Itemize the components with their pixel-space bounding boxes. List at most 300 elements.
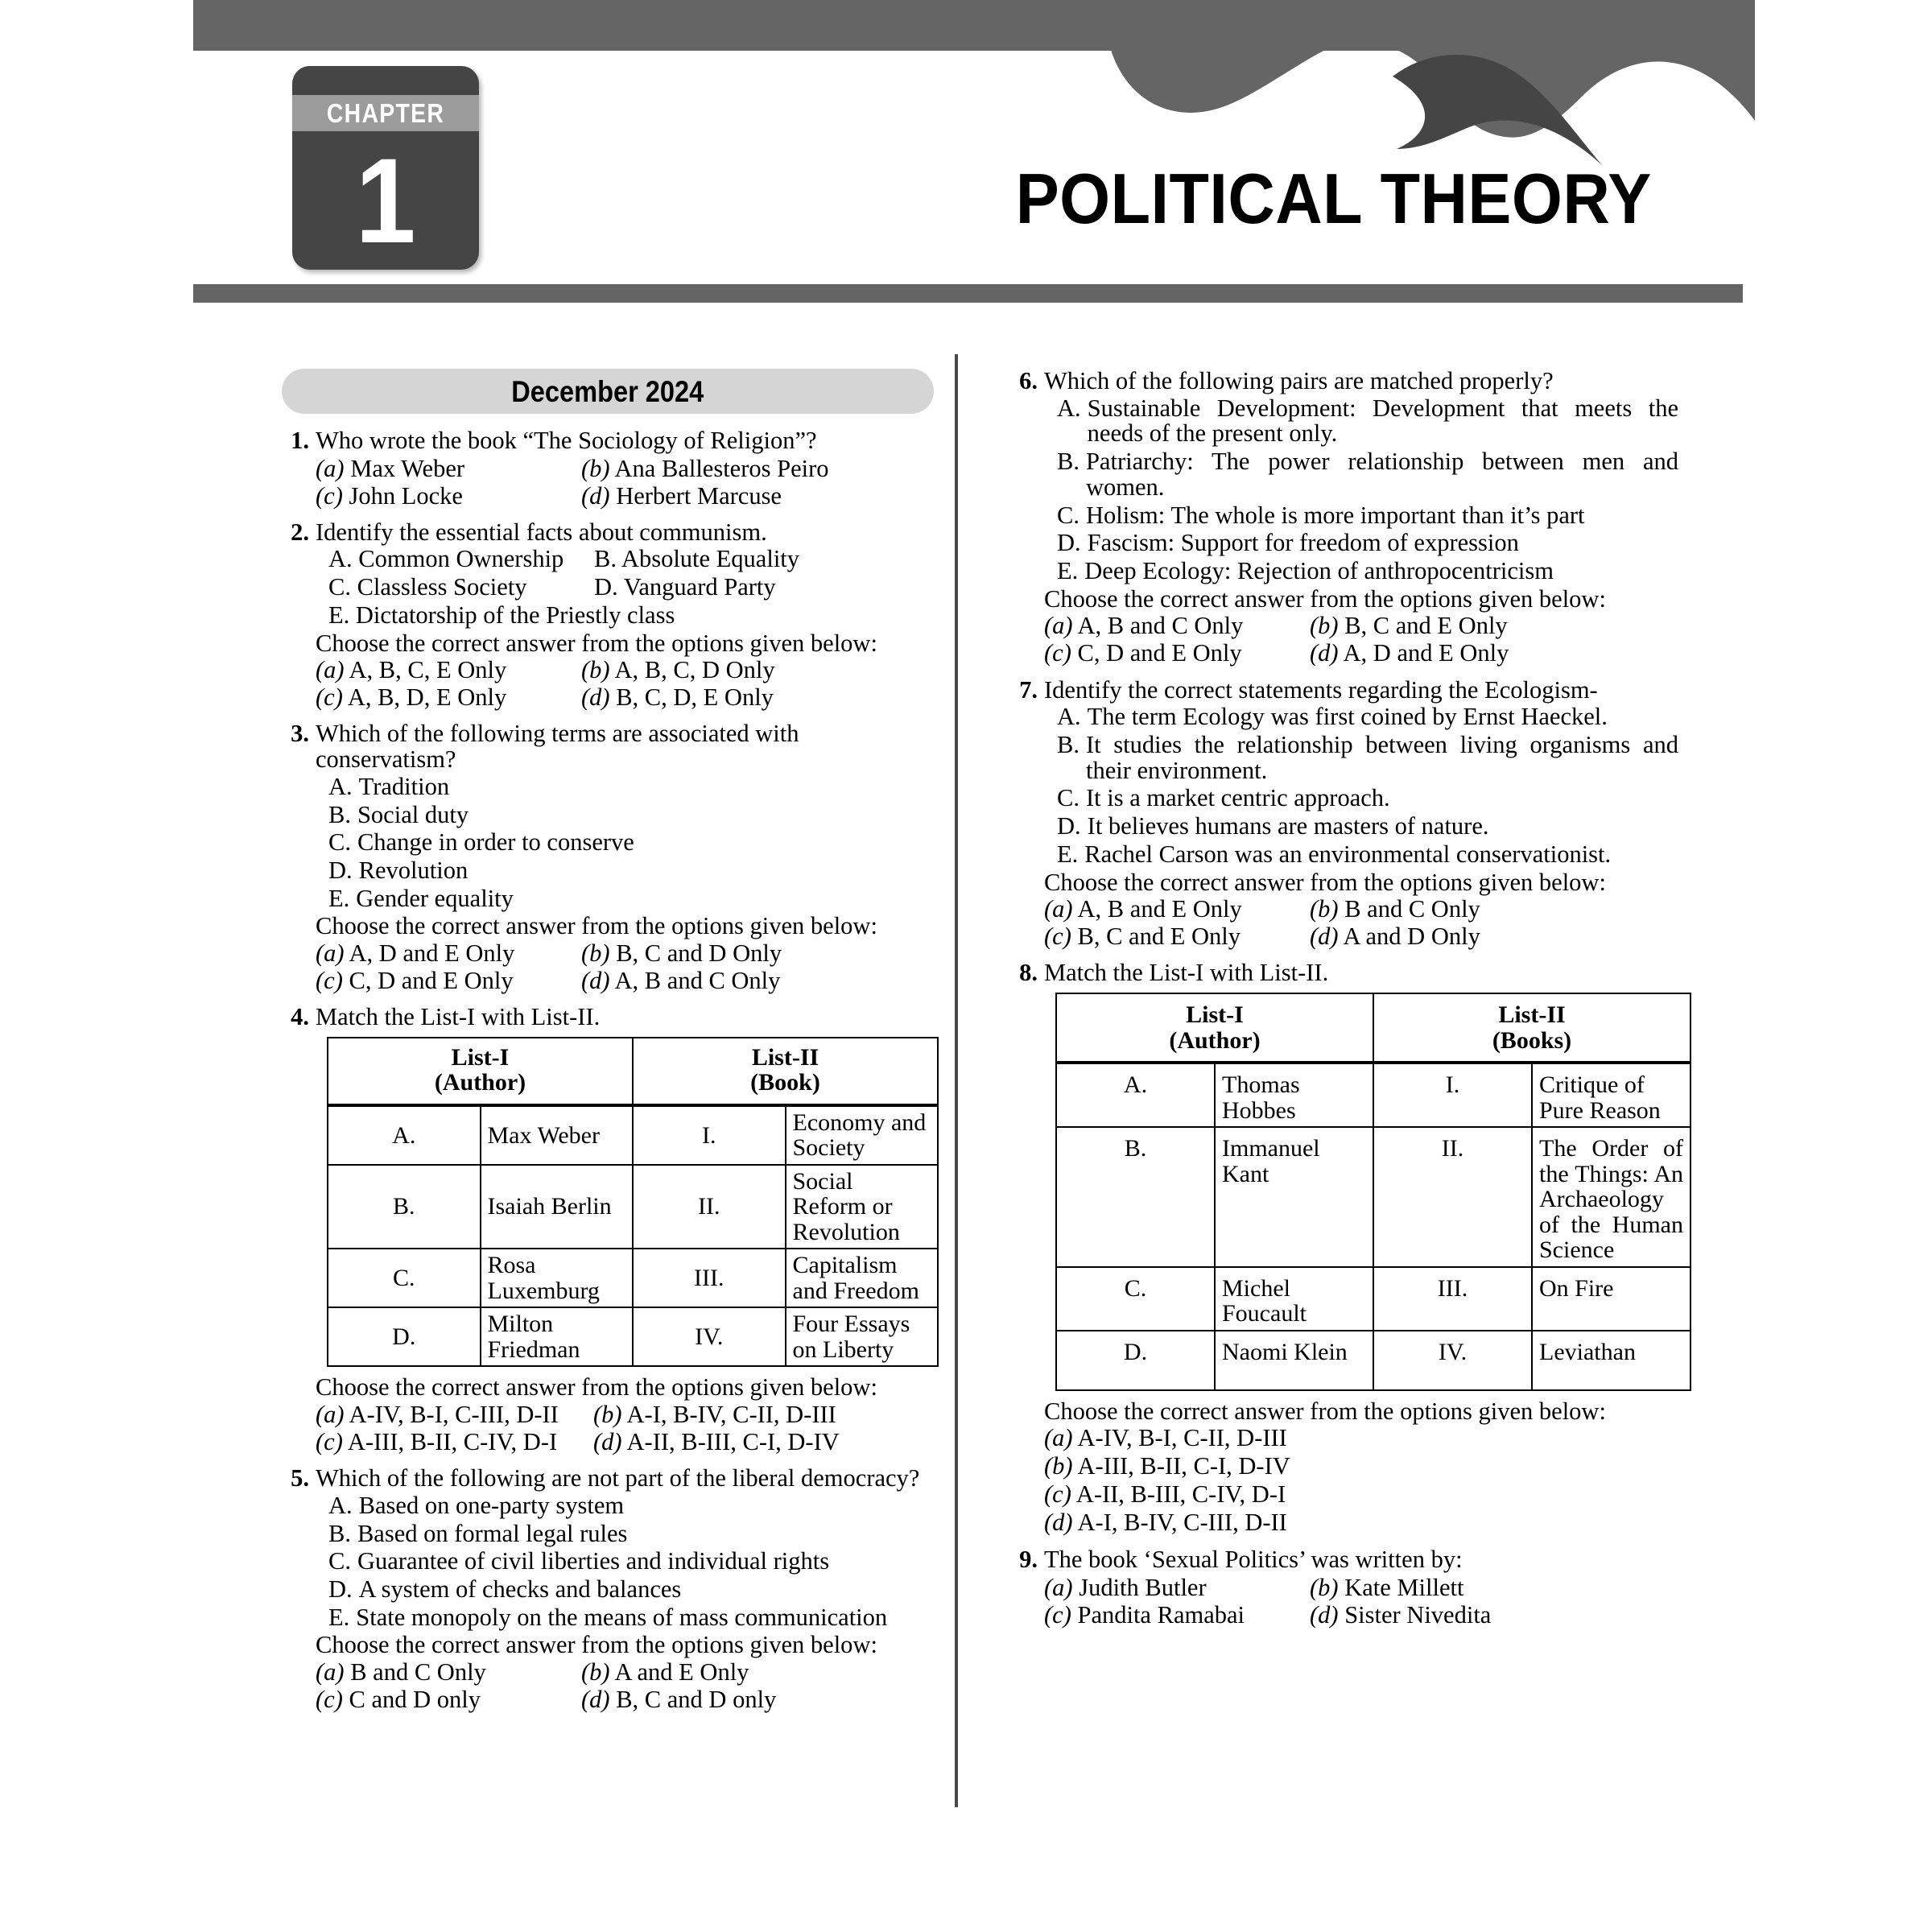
option-key: (c) (316, 481, 343, 510)
option-key: (d) (1044, 1509, 1073, 1537)
row-key: C. (328, 1249, 481, 1307)
header-line-1: List-II (751, 1043, 819, 1071)
statement-text: Fascism: Support for freedom of expression (1087, 529, 1519, 557)
option-text: Kate Millett (1344, 1573, 1464, 1601)
chapter-badge (292, 66, 479, 270)
statement-c (328, 1549, 942, 1575)
choose-instruction: Choose the correct answer from the options given below: (316, 912, 877, 940)
question-stem: Which of the following are not part of the liberal democracy? (316, 1464, 920, 1492)
statement-key: C. (328, 573, 351, 601)
option-text: Judith Butler (1079, 1573, 1207, 1601)
option-text: B, C and E Only (1077, 923, 1241, 951)
match-table-q8 (1055, 993, 1691, 1391)
statement-text: Patriarchy: The power relationship between men and women. (1085, 448, 1678, 501)
option-d[interactable] (581, 1686, 942, 1712)
statement-b (328, 800, 942, 828)
option-row (316, 1686, 942, 1712)
option-row (316, 968, 942, 993)
statement-list (1057, 704, 1678, 867)
option-key: (a) (316, 1401, 345, 1429)
option-b[interactable] (1044, 1453, 1691, 1480)
option-row (1044, 613, 1678, 638)
option-text: A, B and C Only (614, 967, 781, 995)
option-key: (a) (316, 1658, 345, 1686)
statement-list (328, 774, 942, 912)
row-author: Isaiah Berlin (481, 1165, 634, 1249)
statement-key: D. (328, 1575, 353, 1603)
statement-b (594, 547, 942, 572)
option-key: (b) (1310, 895, 1339, 923)
option-text: B, C and E Only (1344, 612, 1508, 640)
question-3 (282, 721, 942, 995)
table-row (1056, 1267, 1690, 1331)
table-header-list-2 (1373, 993, 1690, 1063)
page-header (0, 0, 1932, 314)
table-row (328, 1105, 938, 1165)
option-text: A, D and E Only (349, 939, 515, 968)
option-key: (d) (1310, 639, 1339, 667)
statement-key: C. (328, 1547, 351, 1575)
row-roman: I. (1373, 1063, 1532, 1127)
option-row (1044, 923, 1678, 949)
option-d[interactable] (581, 968, 942, 993)
statement-a (328, 547, 594, 572)
row-book: Economy and Society (786, 1105, 939, 1165)
option-key: (b) (581, 454, 610, 482)
option-row (316, 657, 942, 683)
statement-d (594, 575, 942, 601)
question-stem: Match the List-I with List-II. (1044, 959, 1329, 987)
statement-key: A. (1057, 394, 1081, 422)
option-text: A and E Only (614, 1658, 749, 1686)
statement-key: B. (328, 800, 351, 828)
statement-a (1057, 704, 1678, 730)
option-text: A, B, C, D Only (614, 656, 775, 684)
row-key: D. (328, 1307, 481, 1366)
row-author: Michel Foucault (1215, 1267, 1373, 1331)
statement-a (328, 1493, 942, 1519)
choose-instruction: Choose the correct answer from the options given below: (316, 629, 877, 657)
table-header-row (328, 1038, 938, 1105)
question-stem: Who wrote the book “The Sociology of Religion”? (316, 427, 817, 454)
option-text: A and D Only (1343, 923, 1480, 951)
table-row (328, 1165, 938, 1249)
statement-d (328, 1577, 942, 1603)
statement-b (1057, 449, 1678, 500)
option-key: (a) (316, 939, 345, 968)
option-a[interactable] (1044, 613, 1310, 638)
statement-text: It believes humans are masters of nature. (1087, 812, 1489, 840)
statement-text: Common Ownership (358, 545, 564, 573)
row-author: Rosa Luxemburg (481, 1249, 634, 1307)
option-a[interactable] (1044, 1575, 1310, 1600)
row-author: Max Weber (481, 1105, 634, 1165)
question-stem: Identify the essential facts about communism. (316, 518, 767, 546)
option-text: A, B and C Only (1077, 612, 1244, 640)
table-header-list-2 (633, 1038, 938, 1105)
option-row (316, 483, 942, 509)
option-key: (b) (1310, 1573, 1339, 1601)
option-text: B and C Only (1344, 895, 1480, 923)
option-row (1044, 1575, 1678, 1600)
option-b[interactable] (1310, 896, 1678, 922)
header-line-2: (Author) (434, 1069, 526, 1096)
choose-instruction: Choose the correct answer from the options given below: (1044, 584, 1606, 613)
option-d[interactable] (581, 684, 942, 710)
option-key: (a) (1044, 1573, 1073, 1601)
statement-list (328, 1493, 942, 1631)
row-book: Social Reform or Revolution (786, 1165, 939, 1249)
chapter-label-band (292, 95, 479, 131)
statement-text: Gender equality (356, 884, 514, 912)
option-key: (a) (1044, 1424, 1073, 1452)
row-key: B. (1056, 1127, 1215, 1267)
statement-key: B. (1057, 730, 1080, 758)
statement-d (328, 858, 942, 884)
question-7 (1010, 675, 1678, 952)
option-row (316, 456, 942, 481)
statement-row (328, 603, 942, 629)
option-a[interactable] (316, 456, 581, 481)
option-a[interactable] (316, 1659, 581, 1685)
statement-key: E. (328, 1603, 350, 1631)
question-8 (1010, 959, 1683, 1538)
option-row (1044, 640, 1678, 666)
statement-key: C. (328, 828, 351, 857)
row-book: Four Essays on Liberty (786, 1307, 939, 1366)
table-row (1056, 1127, 1690, 1267)
statement-key: E. (328, 601, 350, 629)
table-row (1056, 1331, 1690, 1390)
header-line-1: List-II (1498, 1001, 1566, 1028)
statement-text: State monopoly on the means of mass communication (356, 1603, 888, 1631)
statement-text: It studies the relationship between living organisms and their environment. (1085, 730, 1678, 784)
option-c[interactable] (316, 1429, 593, 1455)
option-text: C, D and E Only (349, 967, 514, 995)
option-c[interactable] (1044, 923, 1310, 949)
statement-key: D. (594, 573, 618, 601)
statement-text: Holism: The whole is more important than it’s part (1085, 501, 1585, 529)
table-row (1056, 1063, 1690, 1127)
statement-text: Change in order to conserve (357, 828, 634, 857)
option-c[interactable] (316, 684, 581, 710)
question-number: 6. (1019, 367, 1038, 394)
option-text: Ana Ballesteros Peiro (614, 454, 829, 482)
option-b[interactable] (581, 456, 942, 481)
choose-instruction: Choose the correct answer from the options given below: (1044, 868, 1606, 896)
row-book: Capitalism and Freedom (786, 1249, 939, 1307)
row-book: Leviathan (1532, 1331, 1690, 1390)
question-number: 5. (291, 1464, 309, 1492)
statement-d (1057, 814, 1678, 840)
option-text: A-I, B-IV, C-III, D-II (1077, 1509, 1287, 1537)
option-text: A-IV, B-I, C-III, D-II (349, 1401, 559, 1429)
option-d[interactable] (1310, 640, 1678, 666)
statement-a (1057, 396, 1678, 447)
row-author: Milton Friedman (481, 1307, 634, 1366)
statement-key: C. (1057, 784, 1080, 812)
question-number: 8. (1019, 959, 1038, 987)
option-text: John Locke (349, 481, 463, 510)
row-book: Critique of Pure Reason (1532, 1063, 1690, 1127)
option-b[interactable] (581, 1659, 942, 1685)
option-key: (c) (316, 1428, 343, 1456)
question-1 (282, 428, 942, 510)
option-text: C and D only (349, 1686, 481, 1714)
table-header-list-1 (328, 1038, 633, 1105)
statement-key: D. (1057, 812, 1081, 840)
option-key: (d) (581, 481, 610, 510)
statement-key: E. (328, 884, 350, 912)
statement-e (328, 603, 942, 629)
option-b[interactable] (581, 657, 942, 683)
statement-text: Dictatorship of the Priestly class (355, 601, 675, 629)
statement-row (328, 575, 942, 601)
option-text: A-II, B-III, C-I, D-IV (626, 1428, 840, 1456)
question-6 (1010, 369, 1678, 668)
question-number: 7. (1019, 675, 1038, 704)
row-roman: II. (633, 1165, 786, 1249)
statement-c (1057, 503, 1678, 529)
option-c[interactable] (316, 483, 581, 509)
header-line-1: List-I (1186, 1001, 1244, 1028)
row-author: Immanuel Kant (1215, 1127, 1373, 1267)
row-book: On Fire (1532, 1267, 1690, 1331)
statement-text: Tradition (358, 772, 450, 800)
statement-b (1057, 730, 1678, 784)
statement-text: Rachel Carson was an environmental conservationist. (1084, 840, 1612, 868)
option-key: (b) (1310, 612, 1339, 640)
option-key: (b) (581, 1658, 610, 1686)
option-text: A-III, B-II, C-IV, D-I (347, 1428, 558, 1456)
statement-d (1057, 530, 1678, 556)
row-author: Naomi Klein (1215, 1331, 1373, 1390)
statement-e (1057, 559, 1678, 584)
question-number: 9. (1019, 1545, 1038, 1573)
header-line-2: (Author) (1169, 1026, 1261, 1054)
option-row (316, 940, 942, 966)
option-key: (a) (1044, 895, 1073, 923)
header-line-2: (Book) (750, 1069, 820, 1096)
statement-text: Based on formal legal rules (357, 1519, 628, 1547)
option-text: B, C and D only (616, 1686, 777, 1714)
question-stem: Identify the correct statements regarding the Ecologism- (1044, 675, 1598, 704)
option-row (316, 684, 942, 710)
statement-text: Social duty (357, 800, 469, 828)
statement-text: Absolute Equality (621, 545, 800, 573)
statement-key: B. (328, 1519, 351, 1547)
statement-key: A. (328, 545, 353, 573)
row-roman: I. (633, 1105, 786, 1165)
question-4 (282, 1005, 942, 1456)
statement-text: Deep Ecology: Rejection of anthropocentricism (1084, 557, 1554, 585)
statement-text: It is a market centric approach. (1085, 784, 1390, 812)
option-key: (a) (316, 656, 345, 684)
option-text: C, D and E Only (1077, 639, 1242, 667)
row-key: C. (1056, 1267, 1215, 1331)
option-key: (a) (316, 454, 345, 482)
row-roman: II. (1373, 1127, 1532, 1267)
month-heading-label: December 2024 (511, 374, 704, 408)
option-c[interactable] (1044, 1602, 1310, 1628)
month-heading-pill (282, 369, 934, 414)
statement-text: Revolution (358, 856, 469, 884)
option-text: A-I, B-IV, C-II, D-III (626, 1401, 836, 1429)
row-roman: III. (1373, 1267, 1532, 1331)
statement-text: Classless Society (357, 573, 527, 601)
statement-text: Vanguard Party (623, 573, 776, 601)
option-b[interactable] (1310, 1575, 1678, 1600)
statement-key: D. (328, 856, 353, 884)
statement-a (328, 774, 942, 800)
option-key: (d) (593, 1428, 622, 1456)
statement-e (1057, 842, 1678, 868)
option-a[interactable] (316, 1402, 593, 1427)
option-key: (c) (1044, 1480, 1071, 1509)
option-text: Pandita Ramabai (1077, 1600, 1245, 1629)
row-roman: IV. (1373, 1331, 1532, 1390)
question-9 (1010, 1547, 1678, 1629)
option-row (1044, 896, 1678, 922)
option-a[interactable] (316, 657, 581, 683)
row-roman: III. (633, 1249, 786, 1307)
option-text: A-III, B-II, C-I, D-IV (1077, 1452, 1290, 1480)
statement-b (328, 1521, 942, 1547)
header-line-1: List-I (451, 1043, 510, 1071)
option-row (316, 1429, 942, 1455)
statement-key: E. (1057, 840, 1079, 868)
option-key: (c) (1044, 923, 1071, 951)
row-author: Thomas Hobbes (1215, 1063, 1373, 1127)
option-d[interactable] (593, 1429, 942, 1455)
option-c[interactable] (316, 1686, 581, 1712)
statement-e (328, 886, 942, 912)
question-5 (282, 1466, 942, 1714)
row-key: A. (328, 1105, 481, 1165)
row-book: The Order of the Things: An Archaeology of the Human Science (1532, 1127, 1690, 1267)
header-line-2: (Books) (1492, 1026, 1572, 1054)
option-c[interactable] (1044, 640, 1310, 666)
row-key: A. (1056, 1063, 1215, 1127)
statement-key: A. (328, 772, 353, 800)
statement-e (328, 1605, 942, 1631)
choose-instruction: Choose the correct answer from the options given below: (316, 1631, 877, 1659)
option-text: A-IV, B-I, C-II, D-III (1077, 1424, 1287, 1452)
option-key: (d) (1310, 923, 1339, 951)
row-roman: IV. (633, 1307, 786, 1366)
option-text: Max Weber (350, 454, 465, 482)
question-number: 1. (291, 427, 309, 454)
option-key: (b) (581, 656, 610, 684)
option-text: B and C Only (350, 1658, 486, 1686)
statement-key: A. (1057, 703, 1081, 731)
option-text: A-II, B-III, C-IV, D-I (1075, 1480, 1286, 1509)
page-content (0, 354, 1932, 1884)
option-key: (d) (581, 1686, 610, 1714)
question-number: 4. (291, 1003, 309, 1031)
table-header-list-1 (1056, 993, 1373, 1063)
option-a[interactable] (1044, 896, 1310, 922)
question-stem: Which of the following terms are associated with conservatism? (316, 720, 799, 774)
option-text: B, C, D, E Only (616, 683, 774, 712)
option-d[interactable] (581, 483, 942, 509)
question-stem: Match the List-I with List-II. (316, 1003, 601, 1031)
statement-text: A system of checks and balances (358, 1575, 682, 1603)
right-column (1010, 354, 1683, 1635)
question-2 (282, 520, 942, 712)
option-key: (d) (581, 683, 610, 712)
chapter-number: 1 (355, 133, 416, 268)
question-number: 2. (291, 518, 309, 546)
option-c[interactable] (316, 968, 581, 993)
option-d[interactable] (1310, 1602, 1678, 1628)
row-key: B. (328, 1165, 481, 1249)
option-key: (b) (1044, 1452, 1073, 1480)
option-key: (c) (1044, 639, 1071, 667)
left-column (282, 354, 942, 1719)
option-d[interactable] (1044, 1509, 1691, 1536)
option-text: A, D and E Only (1343, 639, 1509, 667)
option-key: (c) (316, 967, 343, 995)
statement-key: E. (1057, 557, 1079, 585)
table-header-row (1056, 993, 1690, 1063)
option-a[interactable] (316, 940, 581, 966)
statement-key: D. (1057, 529, 1081, 557)
question-stem: Which of the following pairs are matched properly? (1044, 367, 1554, 394)
choose-instruction: Choose the correct answer from the options given below: (316, 1373, 877, 1402)
option-key: (b) (593, 1401, 622, 1429)
option-text: A, B, C, E Only (349, 656, 507, 684)
statement-c (1057, 786, 1678, 811)
row-key: D. (1056, 1331, 1215, 1390)
option-b[interactable] (593, 1402, 942, 1427)
page-title: POLITICAL THEORY (1015, 159, 1652, 238)
option-key: (b) (581, 939, 610, 968)
option-row (316, 1659, 942, 1685)
option-key: (c) (316, 683, 343, 712)
statement-text: Sustainable Development: Development that meets the needs of the present only. (1087, 394, 1678, 448)
statement-list (1057, 396, 1678, 584)
statement-key: B. (1057, 448, 1080, 476)
table-row (328, 1249, 938, 1307)
table-row (328, 1307, 938, 1366)
option-b[interactable] (1310, 613, 1678, 638)
option-row (1044, 1602, 1678, 1628)
question-stem: The book ‘Sexual Politics’ was written by: (1044, 1545, 1463, 1573)
option-c[interactable] (1044, 1481, 1691, 1508)
column-divider (955, 354, 958, 1807)
option-text: A, B and E Only (1077, 895, 1242, 923)
question-number: 3. (291, 720, 309, 748)
option-b[interactable] (581, 940, 942, 966)
option-key: (a) (1044, 612, 1073, 640)
option-d[interactable] (1310, 923, 1678, 949)
option-a[interactable] (1044, 1425, 1691, 1451)
statement-key: C. (1057, 501, 1080, 529)
statement-c (328, 575, 594, 601)
statement-c (328, 830, 942, 856)
option-key: (d) (1310, 1600, 1339, 1629)
choose-instruction: Choose the correct answer from the options given below: (1044, 1397, 1606, 1425)
statement-text: Based on one-party system (358, 1491, 625, 1519)
option-key: (c) (1044, 1600, 1071, 1629)
option-key: (c) (316, 1686, 343, 1714)
option-row (316, 1402, 942, 1427)
option-text: B, C and D Only (616, 939, 782, 968)
statement-text: The term Ecology was first coined by Ernst Haeckel. (1087, 703, 1608, 731)
statement-row (328, 547, 942, 572)
statement-text: Guarantee of civil liberties and individual rights (357, 1547, 830, 1575)
